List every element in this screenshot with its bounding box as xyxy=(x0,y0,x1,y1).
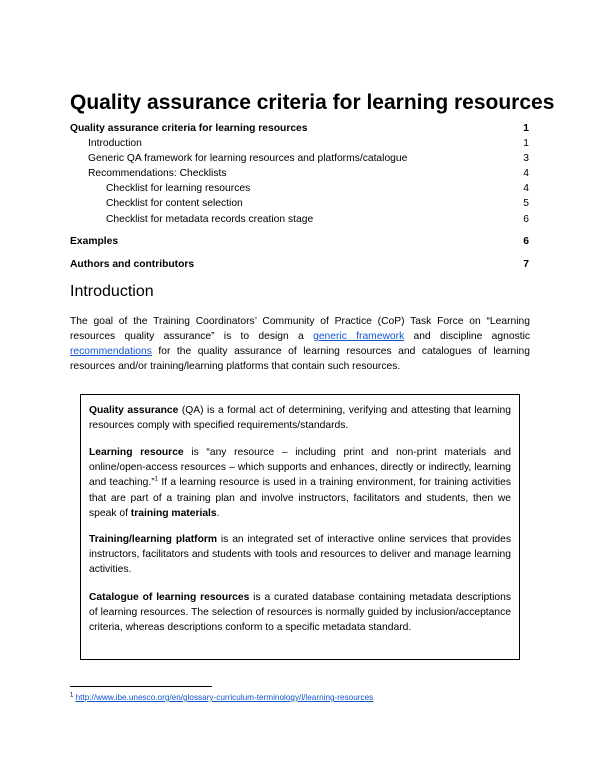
intro-text: for the quality assurance of learning resources and catalogues of learning resources and/or training/learning platforms that contain such resources. xyxy=(70,346,530,372)
definition-text: is “any resource – including print and non-print materials and online/open-access resources – which supports and enhances, directly or indirectly, learning and teaching.” xyxy=(89,447,512,489)
toc-entry[interactable] xyxy=(0,123,600,137)
definition-text: is an integrated set of interactive online services that provides instructors, facilitators and students with tools and resources to deliver and manage learning activities. xyxy=(89,534,511,576)
toc-entry-page: 1 xyxy=(523,123,529,134)
toc-entry-label: Checklist for metadata records creation stage xyxy=(106,214,314,225)
toc-entry-label: Quality assurance criteria for learning resources xyxy=(70,123,308,134)
definition-term: Quality assurance xyxy=(89,405,179,416)
toc-entry-page: 6 xyxy=(523,236,529,247)
footnote xyxy=(70,693,373,702)
toc-entry-label: Checklist for content selection xyxy=(106,198,243,209)
section-heading-introduction: Introduction xyxy=(70,283,154,300)
toc-entry[interactable] xyxy=(0,214,600,228)
footnote-separator xyxy=(70,686,212,687)
toc-entry[interactable] xyxy=(0,183,600,197)
intro-text: and discipline agnostic xyxy=(404,331,531,342)
definitions-box xyxy=(80,394,520,660)
footnote-link[interactable]: http://www.ibe.unesco.org/en/glossary-curriculum-terminology/l/learning-resources xyxy=(75,693,374,702)
toc-entry-label: Checklist for learning resources xyxy=(106,183,251,194)
definition-training-platform xyxy=(89,532,511,578)
toc-entry-page: 3 xyxy=(523,153,529,164)
definition-term: training materials xyxy=(130,507,217,519)
toc-entry-page: 6 xyxy=(523,214,529,225)
definition-text: is a curated database containing metadata descriptions of learning resources. The selection of resources is normally guided by inclusion/acceptance criteria, whereas descriptions conform to a specific metadata standard. xyxy=(89,592,511,634)
page-title: Quality assurance criteria for learning resources xyxy=(70,91,555,114)
definition-learning-resource xyxy=(89,445,511,521)
toc-entry-page: 4 xyxy=(523,168,529,179)
footnote-reference[interactable]: 1 xyxy=(154,476,159,483)
intro-text: The goal of the Training Coordinators’ Community of Practice (CoP) Task Force on “Learning resources quality assurance” is to design a xyxy=(70,316,530,342)
definition-term: Learning resource xyxy=(89,447,184,458)
toc-entry[interactable] xyxy=(0,259,600,273)
toc-entry-page: 5 xyxy=(523,198,529,209)
toc-entry[interactable] xyxy=(0,198,600,212)
toc-entry-label: Introduction xyxy=(88,138,142,149)
footnote-mark: 1 xyxy=(70,692,74,699)
intro-paragraph xyxy=(70,314,530,374)
toc-entry-page: 7 xyxy=(523,259,529,270)
definition-term: Catalogue of learning resources xyxy=(89,592,250,603)
toc-entry-label: Examples xyxy=(70,236,119,247)
toc-entry-page: 1 xyxy=(523,138,529,149)
definition-term: Training/learning platform xyxy=(89,534,218,545)
definition-catalogue xyxy=(89,590,511,636)
toc-entry-label: Generic QA framework for learning resources and platforms/catalogue xyxy=(88,153,408,164)
toc-entry[interactable] xyxy=(0,138,600,152)
generic-framework-link[interactable]: generic framework xyxy=(313,331,405,342)
definition-text: . xyxy=(216,507,220,519)
definition-text: (QA) is a formal act of determining, verifying and attesting that learning resources comply with specified requirements/standards. xyxy=(89,405,511,432)
toc-entry[interactable] xyxy=(0,153,600,167)
toc-entry[interactable] xyxy=(0,236,600,250)
recommendations-link[interactable]: recommendations xyxy=(70,346,152,357)
toc-entry-page: 4 xyxy=(523,183,529,194)
toc-entry[interactable] xyxy=(0,168,600,182)
toc-entry-label: Authors and contributors xyxy=(70,259,195,270)
toc-entry-label: Recommendations: Checklists xyxy=(88,168,227,179)
definition-quality-assurance xyxy=(89,403,511,433)
definition-text: If a learning resource is used in a training environment, for training activities that are part of a training plan and involve instructors, facilitators and students, then we speak of xyxy=(89,477,511,519)
